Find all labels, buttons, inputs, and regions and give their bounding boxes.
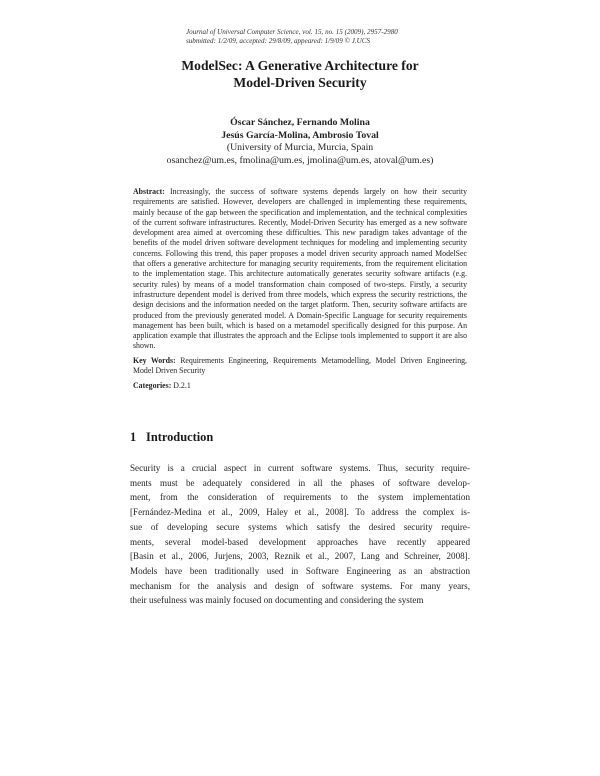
body-line: mechanism for the analysis and design of software systems. For many years, bbox=[130, 580, 470, 591]
section-heading bbox=[130, 430, 213, 445]
categories-label: Categories: bbox=[133, 381, 172, 391]
body-line: ments must be adequately considered in all the phases of software develop- bbox=[130, 477, 470, 488]
paper-title-line-2: Model-Driven Security bbox=[233, 75, 367, 90]
section-number: 1 bbox=[130, 430, 137, 444]
keywords-label: Key Words: bbox=[133, 355, 176, 365]
author-names-line-2: Jesús García-Molina, Ambrosio Toval bbox=[221, 129, 379, 141]
categories-text: D.2.1 bbox=[171, 381, 191, 391]
introduction-body bbox=[130, 461, 470, 608]
paper-title-line-1: ModelSec: A Generative Architecture for bbox=[181, 58, 419, 73]
body-line: Security is a crucial aspect in current software systems. Thus, security require- bbox=[130, 463, 470, 473]
abstract-block bbox=[133, 187, 467, 392]
body-line: Models have been traditionally used in Software Engineering as an abstraction bbox=[130, 565, 470, 576]
keywords-text: Requirements Engineering, Requirements Metamodelling, Model Driven Engineering, Model Driven Security bbox=[133, 355, 468, 376]
body-line: [Basin et al., 2006, Jurjens, 2003, Reznik et al., 2007, Lang and Schreiner, 2008]. bbox=[130, 551, 470, 562]
categories-paragraph bbox=[133, 381, 467, 391]
section-title: Introduction bbox=[146, 430, 214, 444]
author-block bbox=[100, 117, 500, 167]
body-line: sue of developing secure systems which satisfy the desired security require- bbox=[130, 521, 470, 532]
keywords-paragraph bbox=[133, 356, 467, 377]
body-line: their usefulness was mainly focused on documenting and considering the system bbox=[130, 595, 424, 606]
author-emails: osanchez@um.es, fmolina@um.es, jmolina@um.es, atoval@um.es) bbox=[166, 154, 434, 166]
author-affiliation: (University of Murcia, Murcia, Spain bbox=[226, 142, 374, 154]
abstract-text: Increasingly, the success of software systems depends largely on how their security requirements are satisfied. However, developers are challenged in implementing these requirements, mainly because of the gap between the specification and implementation, and the technical complexities of the current software infrastructures. Recently, Model-Driven Security has emerged as a new software development area aimed at overcoming these difficulties. This new paradigm takes advantage of the benefits of the model driven software development techniques for modeling and implementing security concerns. Following this trend, this paper proposes a model driven security approach named ModelSec that offers a generative architecture for managing security requirements, from the requirement elicitation to the implementation stage. This architecture automatically generates security software artifacts (e.g. security rules) by means of a model transformation chain composed of two-steps. Firstly, a security infrastructure dependent model is derived from three models, which express the security restrictions, the design decisions and the information needed on the target platform. Then, security software artifacts are produced from the previously generated model. A Domain-Specific Language for security requirements management has been built, which is based on a metamodel specifically designed for this purpose. An application example that illustrates the approach and the Eclipse tools implemented to support it are also shown. bbox=[133, 187, 467, 351]
abstract-label: Abstract: bbox=[133, 187, 165, 196]
body-line: ments, several model-based development approaches have recently appeared bbox=[130, 536, 470, 547]
body-line: [Fernández-Medina et al., 2009, Haley et al., 2008]. To address the complex is- bbox=[130, 507, 470, 518]
abstract-paragraph bbox=[133, 187, 467, 352]
author-names-line-1: Óscar Sánchez, Fernando Molina bbox=[230, 117, 370, 128]
journal-dates: submitted: 1/2/09, accepted: 29/8/09, appeared: 1/9/09 © J.UCS bbox=[186, 36, 371, 45]
journal-header bbox=[186, 28, 486, 46]
journal-citation: Journal of Universal Computer Science, vol. 15, no. 15 (2009), 2957-2980 bbox=[186, 28, 398, 36]
body-line: ment, from the consideration of requirements to the system implementation bbox=[130, 492, 470, 503]
paper-title bbox=[100, 57, 500, 91]
